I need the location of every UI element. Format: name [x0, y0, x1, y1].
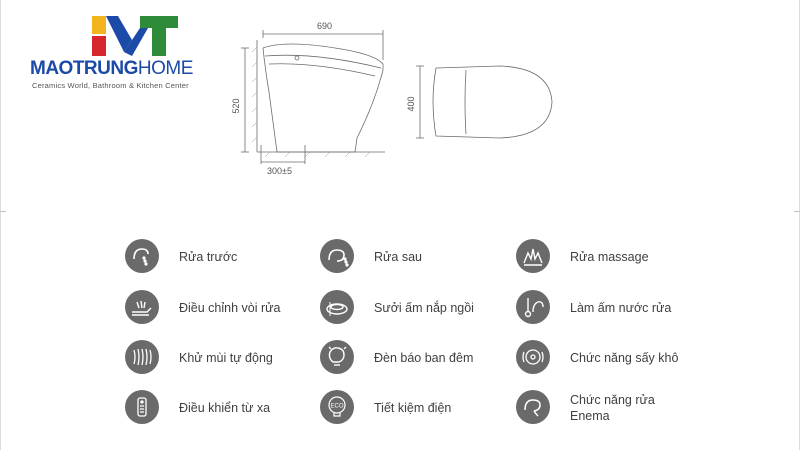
night-light-icon: [320, 340, 354, 374]
feature-label: Sưởi ấm nắp ngồi: [374, 301, 474, 315]
deodorize-icon: [125, 340, 159, 374]
feature-item: [516, 340, 756, 390]
feature-label: Rửa sau: [374, 250, 422, 264]
feature-label: Chức năng sấy khô: [570, 351, 679, 365]
feature-label: Rửa massage: [570, 250, 649, 264]
feature-label: Rửa trước: [179, 250, 238, 264]
logo-mark-icon: [90, 14, 180, 58]
nozzle-adjust-icon: [125, 290, 159, 324]
feature-label: Đèn báo ban đêm: [374, 351, 474, 365]
feature-item: [516, 290, 756, 340]
massage-wash-icon: [516, 239, 550, 273]
side-elevation-drawing: [225, 12, 405, 182]
height-dimension-label: 520: [231, 98, 241, 114]
brand-name-light: HOME: [137, 58, 193, 79]
brand-tagline: Ceramics World, Bathroom & Kitchen Center: [32, 81, 189, 90]
remote-control-icon: [125, 390, 159, 424]
width-dimension-label: 690: [317, 21, 333, 31]
feature-label: Điều chỉnh vòi rửa: [179, 301, 281, 315]
feature-label: Làm ấm nước rửa: [570, 301, 672, 315]
top-view-drawing: [400, 58, 560, 148]
water-warming-icon: [516, 290, 550, 324]
feature-item: [516, 239, 756, 289]
feature-label: Tiết kiệm điện: [374, 401, 452, 415]
divider-tick-right: [794, 211, 800, 212]
seat-width-dimension-label: 400: [406, 96, 416, 112]
brand-name-bold: MAOTRUNG: [30, 58, 138, 79]
dryer-icon: [516, 340, 550, 374]
offset-dimension-label: 300±5: [267, 166, 292, 176]
eco-icon-text: ECO: [330, 403, 344, 410]
feature-item: [516, 390, 756, 440]
brand-name: [30, 58, 220, 80]
feature-grid: [0, 225, 800, 445]
feature-label: Điều khiển từ xa: [179, 401, 271, 415]
enema-wash-icon: [516, 390, 550, 424]
feature-label: Khử mùi tự động: [179, 351, 273, 365]
seat-heating-icon: [320, 290, 354, 324]
feature-label: Chức năng rửa Enema: [570, 393, 655, 423]
brand-logo[interactable]: [30, 14, 220, 90]
eco-icon: [320, 390, 354, 424]
front-wash-icon: [125, 239, 159, 273]
rear-wash-icon: [320, 239, 354, 273]
divider-tick-left: [0, 211, 6, 212]
